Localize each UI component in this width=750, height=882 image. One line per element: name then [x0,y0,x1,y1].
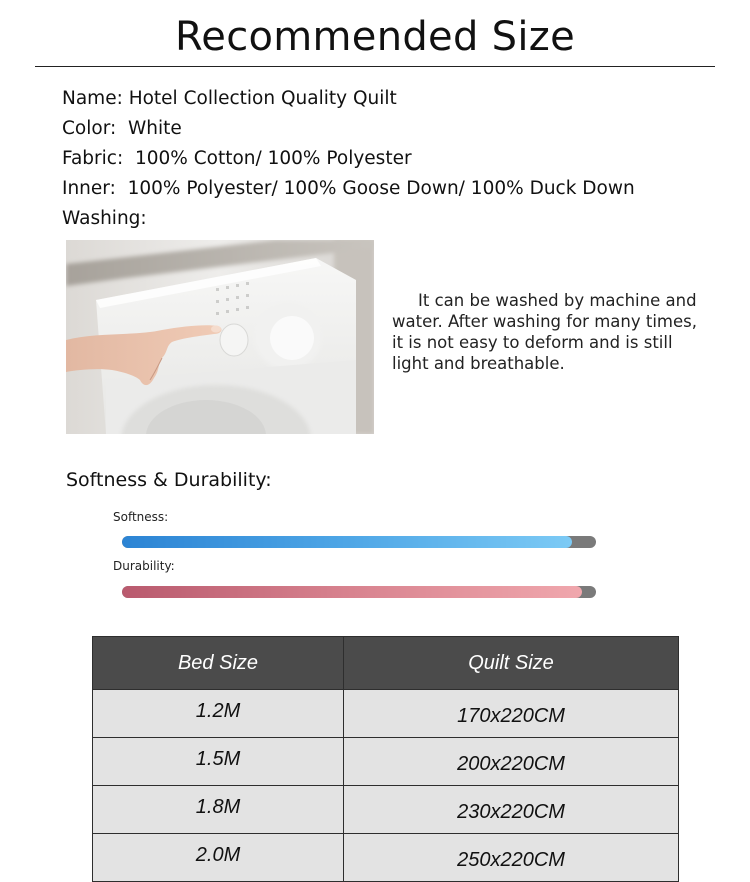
title-divider [35,66,715,67]
page-title: Recommended Size [175,14,575,60]
spec-color [62,118,182,139]
table-row [93,690,679,738]
spec-inner-value: 100% Polyester/ 100% Goose Down/ 100% Duck Down [115,178,635,199]
quilt-size-cell: 250x220CM [344,834,679,882]
bed-size-cell: 1.2M [93,690,344,738]
spec-inner [62,178,635,199]
softness-label: Softness: [113,510,169,524]
washing-description: It can be washed by machine and water. After washing for many times, it is not easy to deform and is still light and breathable. [392,291,697,373]
quilt-size-cell: 170x220CM [344,690,679,738]
softness-bar-fill [122,536,572,548]
durability-bar [122,586,596,598]
spec-fabric-value: 100% Cotton/ 100% Polyester [123,148,412,169]
spec-color-label: Color: [62,118,117,139]
header-bed-size: Bed Size [93,637,344,690]
durability-bar-fill [122,586,582,598]
bed-size-cell: 1.5M [93,738,344,786]
spec-name-value: Hotel Collection Quality Quilt [122,88,397,109]
softness-durability-heading: Softness & Durability: [66,469,272,491]
softness-bar [122,536,596,548]
table-row [93,834,679,882]
spec-fabric [62,148,412,169]
quilt-size-cell: 200x220CM [344,738,679,786]
spec-name-label: Name: [62,88,123,109]
table-header-row [93,637,679,690]
durability-label: Durability: [113,559,175,573]
header-quilt-size: Quilt Size [344,637,679,690]
washing-machine-photo [66,240,374,434]
table-row [93,786,679,834]
spec-washing [62,208,147,229]
quilt-size-cell: 230x220CM [344,786,679,834]
spec-washing-label: Washing: [62,208,147,229]
spec-inner-label: Inner: [62,178,116,199]
spec-name [62,88,397,109]
spec-color-value: White [116,118,182,139]
spec-fabric-label: Fabric: [62,148,124,169]
table-row [93,738,679,786]
size-table [92,636,679,882]
bed-size-cell: 1.8M [93,786,344,834]
bed-size-cell: 2.0M [93,834,344,882]
